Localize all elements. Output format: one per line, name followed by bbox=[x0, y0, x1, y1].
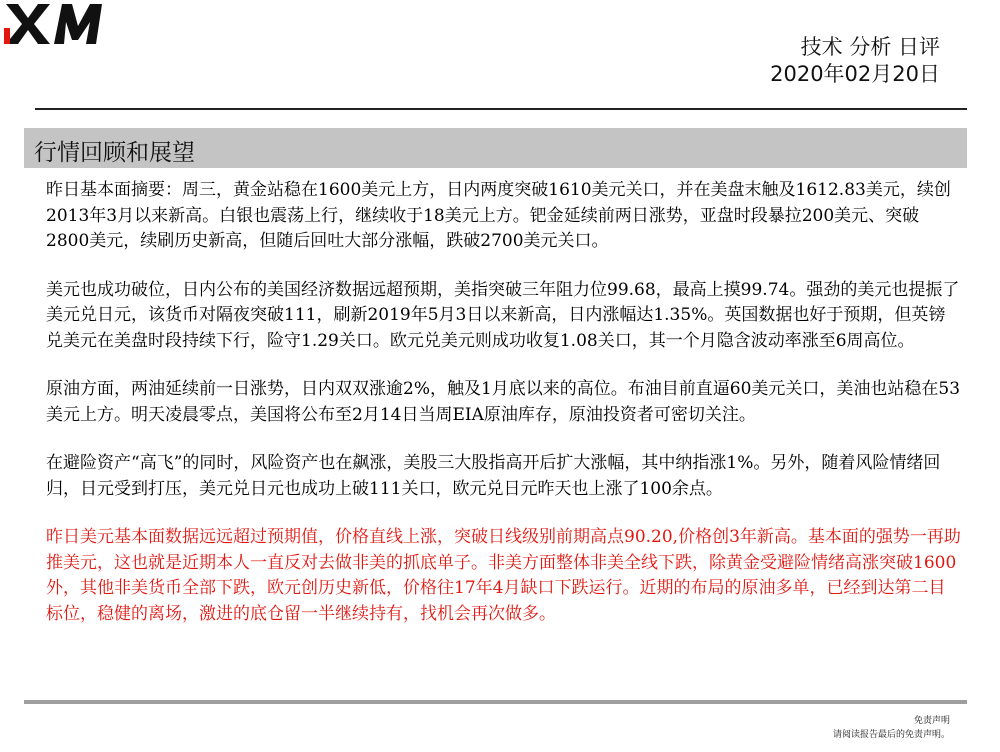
report-title: 技术 分析 日评 bbox=[800, 35, 940, 59]
paragraph-oil: 原油方面，两油延续前一日涨势，日内双双涨逾2%，触及1月底以来的高位。布油目前直逼60美元关口，美油也站稳在53美元上方。明天凌晨零点，美国将公布至2月14日当周EIA原油库存，原油投资者可密切关注。 bbox=[46, 379, 961, 425]
report-date: 2020年02月20日 bbox=[770, 62, 940, 86]
paragraph-risk-assets: 在避险资产“高飞”的同时，风险资产也在飙涨，美股三大股指高开后扩大涨幅，其中纳指涨1%。另外，随着风险情绪回归，日元受到打压，美元兑日元也成功上破111关口，欧元兑日元昨天也上涨了100余点。 bbox=[46, 453, 941, 499]
xm-logo bbox=[4, 0, 104, 44]
header-divider bbox=[35, 108, 967, 110]
paragraph-dollar: 美元也成功破位，日内公布的美国经济数据远超预期，美指突破三年阻力位99.68，最高上摸99.74。强劲的美元也提振了美元兑日元，该货币对隔夜突破111，刷新2019年5月3日以来新高，日内涨幅达1.35%。英国数据也好于预期，但英镑兑美元在美盘时段持续下行，险守1.29关口。欧元兑美元则成功收复1.08关口，其一个月隐含波动率涨至6周高位。 bbox=[46, 279, 960, 351]
section-title: 行情回顾和展望 bbox=[34, 140, 195, 166]
disclaimer bbox=[833, 714, 950, 742]
disclaimer-title: 免责声明 bbox=[913, 716, 950, 726]
disclaimer-text: 请阅读报告最后的免责声明。 bbox=[832, 730, 950, 740]
report-header bbox=[770, 34, 940, 88]
paragraph-analyst-view: 昨日美元基本面数据远远超过预期值，价格直线上涨，突破日线级别前期高点90.20,价格创3年新高。基本面的强势一再助推美元，这也就是近期本人一直反对去做非美的抓底单子。非美方面整体非美全线下跌，除黄金受避险情绪高涨突破1600外，其他非美货币全部下跌，欧元创历史新低，价格往17年4月缺口下跌运行。近期的布局的原油多单，已经到达第二目标位，稳健的离场，激进的底仓留一半继续持有，找机会再次做多。 bbox=[46, 527, 961, 624]
paragraph-fundamentals: 昨日基本面摘要：周三，黄金站稳在1600美元上方，日内两度突破1610美元关口，并在美盘末触及1612.83美元，续创2013年3月以来新高。白银也震荡上行，继续收于18美元上方。钯金延续前两日涨势，亚盘时段暴拉200美元、突破2800美元，续刷历史新高，但随后回吐大部分涨幅，跌破2700美元关口。 bbox=[46, 180, 951, 251]
section-header bbox=[24, 128, 967, 168]
footer-divider bbox=[24, 700, 967, 704]
report-body bbox=[46, 178, 961, 650]
